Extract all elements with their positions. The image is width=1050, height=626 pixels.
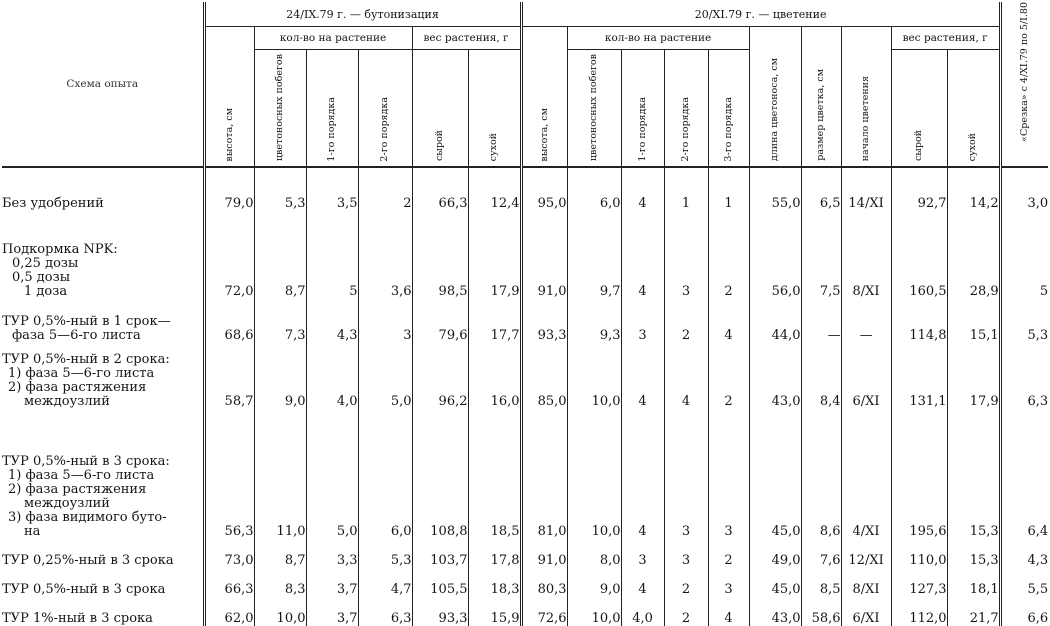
row-label-line: 2) фаза растяжения bbox=[8, 379, 147, 395]
header-peduncle-length: длина цветоноса, см bbox=[749, 27, 801, 167]
table-cell: 8,6 bbox=[801, 409, 841, 539]
table-cell: 7,6 bbox=[801, 539, 841, 568]
table-cell: 15,3 bbox=[947, 539, 1000, 568]
table-cell: 14,2 bbox=[947, 167, 1000, 211]
table-cell: 79,6 bbox=[412, 299, 468, 343]
table-cell: 6,0 bbox=[358, 409, 412, 539]
table-cell: 17,8 bbox=[468, 539, 521, 568]
table-cell: 4 bbox=[621, 409, 664, 539]
table-cell: 28,9 bbox=[947, 211, 1000, 299]
table-cell: 9,0 bbox=[567, 568, 621, 597]
table-cell: 3 bbox=[621, 539, 664, 568]
table-cell: 6/XI bbox=[841, 343, 891, 409]
table-cell: 79,0 bbox=[204, 167, 254, 211]
table-cell: 17,9 bbox=[468, 211, 521, 299]
table-cell: 2 bbox=[708, 539, 749, 568]
table-cell: 98,5 bbox=[412, 211, 468, 299]
table-cell: 4,0 bbox=[306, 343, 358, 409]
table-cell: 5 bbox=[1000, 211, 1048, 299]
table-cell: 16,0 bbox=[468, 343, 521, 409]
table-cell: 15,3 bbox=[947, 409, 1000, 539]
header-weight-1: вес растения, г bbox=[412, 27, 521, 50]
row-label-line: ТУР 0,5%-ный в 3 срока: bbox=[2, 453, 170, 469]
table-cell: 112,0 bbox=[891, 597, 947, 626]
table-cell: 160,5 bbox=[891, 211, 947, 299]
header-cutting: «Срезка» с 4/XI.79 по 5/I.80 bbox=[1000, 2, 1048, 167]
header-flower-shoots-2: цветоносных побегов bbox=[567, 50, 621, 167]
table-cell: 85,0 bbox=[521, 343, 567, 409]
table-cell: 3,7 bbox=[306, 597, 358, 626]
table-cell: 3 bbox=[664, 539, 708, 568]
row-label-line: 0,5 дозы bbox=[12, 269, 71, 285]
header-count-1: кол-во на растение bbox=[254, 27, 412, 50]
table-cell: 103,7 bbox=[412, 539, 468, 568]
table-cell: 3,7 bbox=[306, 568, 358, 597]
header-period-budding: 24/IX.79 г. — бутонизация bbox=[204, 2, 521, 27]
table-cell: 10,0 bbox=[254, 597, 306, 626]
table-header bbox=[2, 2, 1048, 167]
row-label bbox=[2, 539, 204, 568]
table-cell: 43,0 bbox=[749, 597, 801, 626]
table-cell: 92,7 bbox=[891, 167, 947, 211]
table-cell: 8/XI bbox=[841, 568, 891, 597]
table-cell: 9,3 bbox=[567, 299, 621, 343]
table-cell: 8,3 bbox=[254, 568, 306, 597]
table-cell: 5 bbox=[306, 211, 358, 299]
table-row bbox=[2, 299, 1048, 343]
table-row bbox=[2, 409, 1048, 539]
table-cell: 96,2 bbox=[412, 343, 468, 409]
header-height-1: высота, см bbox=[204, 27, 254, 167]
table-cell: 15,9 bbox=[468, 597, 521, 626]
table-row bbox=[2, 597, 1048, 626]
header-order1-1: 1-го порядка bbox=[306, 50, 358, 167]
header-flower-size: размер цветка, см bbox=[801, 27, 841, 167]
table-cell: 15,1 bbox=[947, 299, 1000, 343]
row-label-line: междоузлий bbox=[24, 495, 110, 511]
table-cell: 2 bbox=[708, 211, 749, 299]
table-cell: 73,0 bbox=[204, 539, 254, 568]
table-cell: 72,6 bbox=[521, 597, 567, 626]
row-label bbox=[2, 568, 204, 597]
table-cell: 93,3 bbox=[412, 597, 468, 626]
table-row bbox=[2, 211, 1048, 299]
table-cell: 2 bbox=[358, 167, 412, 211]
table-cell: 6,4 bbox=[1000, 409, 1048, 539]
table-cell: 95,0 bbox=[521, 167, 567, 211]
table-cell: 45,0 bbox=[749, 568, 801, 597]
table-cell: 4/XI bbox=[841, 409, 891, 539]
table-cell: 3,3 bbox=[306, 539, 358, 568]
table-cell: 43,0 bbox=[749, 343, 801, 409]
row-label bbox=[2, 167, 204, 211]
header-height-2: высота, см bbox=[521, 27, 567, 167]
table-cell: 14/XI bbox=[841, 167, 891, 211]
row-label bbox=[2, 597, 204, 626]
table-cell: 2 bbox=[664, 597, 708, 626]
table-cell: 3,6 bbox=[358, 211, 412, 299]
table-cell: 17,9 bbox=[947, 343, 1000, 409]
table-cell: 81,0 bbox=[521, 409, 567, 539]
table-cell: 55,0 bbox=[749, 167, 801, 211]
table-cell: 6/XI bbox=[841, 597, 891, 626]
table-cell: 66,3 bbox=[204, 568, 254, 597]
table-cell: 7,3 bbox=[254, 299, 306, 343]
table-cell: 62,0 bbox=[204, 597, 254, 626]
table-cell: 2 bbox=[708, 343, 749, 409]
table-cell: 4 bbox=[621, 343, 664, 409]
table-cell: 93,3 bbox=[521, 299, 567, 343]
table-cell: 108,8 bbox=[412, 409, 468, 539]
table-cell: 110,0 bbox=[891, 539, 947, 568]
table-body bbox=[2, 167, 1048, 626]
table-cell: 4 bbox=[621, 167, 664, 211]
table-cell: 131,1 bbox=[891, 343, 947, 409]
header-dry-2: сухой bbox=[947, 50, 1000, 167]
table-cell: 18,5 bbox=[468, 409, 521, 539]
table-cell: 105,5 bbox=[412, 568, 468, 597]
table-cell: 10,0 bbox=[567, 597, 621, 626]
table-cell: 7,5 bbox=[801, 211, 841, 299]
table-cell: 6,5 bbox=[801, 167, 841, 211]
row-label-line: 1) фаза 5—6-го листа bbox=[8, 365, 155, 381]
row-label-line: Без удобрений bbox=[2, 195, 104, 211]
table-cell: 6,0 bbox=[567, 167, 621, 211]
table-cell: 56,3 bbox=[204, 409, 254, 539]
table-cell: 3 bbox=[708, 568, 749, 597]
table-cell: 114,8 bbox=[891, 299, 947, 343]
header-flower-shoots-1: цветоносных побегов bbox=[254, 50, 306, 167]
header-bloom-start: начало цветения bbox=[841, 27, 891, 167]
table-row bbox=[2, 167, 1048, 211]
table-cell: 2 bbox=[664, 299, 708, 343]
table-row bbox=[2, 343, 1048, 409]
table-cell: 12,4 bbox=[468, 167, 521, 211]
row-label bbox=[2, 211, 204, 299]
table-cell: 8,5 bbox=[801, 568, 841, 597]
experiment-table bbox=[2, 2, 1048, 626]
table-cell: 1 bbox=[664, 167, 708, 211]
table-cell: 8,4 bbox=[801, 343, 841, 409]
row-label-line: на bbox=[24, 523, 41, 539]
row-label-line: 1 доза bbox=[24, 283, 68, 299]
row-label-line: фаза 5—6-го листа bbox=[12, 327, 141, 343]
table-cell: 91,0 bbox=[521, 539, 567, 568]
table-cell: 18,1 bbox=[947, 568, 1000, 597]
table-cell: 127,3 bbox=[891, 568, 947, 597]
table-cell: 8/XI bbox=[841, 211, 891, 299]
table-cell: 3 bbox=[708, 409, 749, 539]
table-cell: 11,0 bbox=[254, 409, 306, 539]
table-cell: 4,0 bbox=[621, 597, 664, 626]
table-cell: 68,6 bbox=[204, 299, 254, 343]
table-cell: 17,7 bbox=[468, 299, 521, 343]
header-period-flowering: 20/XI.79 г. — цветение bbox=[521, 2, 1000, 27]
table-cell: 4 bbox=[708, 597, 749, 626]
header-weight-2: вес растения, г bbox=[891, 27, 1000, 50]
header-fresh-1: сырой bbox=[412, 50, 468, 167]
table-cell: 10,0 bbox=[567, 409, 621, 539]
table-cell: 44,0 bbox=[749, 299, 801, 343]
table-cell: 12/XI bbox=[841, 539, 891, 568]
row-label-line: 2) фаза растяжения bbox=[8, 481, 147, 497]
table-cell: 21,7 bbox=[947, 597, 1000, 626]
row-label-line: ТУР 1%-ный в 3 срока bbox=[2, 610, 153, 626]
table-cell: 2 bbox=[664, 568, 708, 597]
table-cell: 72,0 bbox=[204, 211, 254, 299]
table-cell: 5,0 bbox=[306, 409, 358, 539]
table-cell: 3 bbox=[664, 211, 708, 299]
table-cell: — bbox=[801, 299, 841, 343]
table-cell: 5,0 bbox=[358, 343, 412, 409]
table-cell: 18,3 bbox=[468, 568, 521, 597]
table-cell: 4 bbox=[708, 299, 749, 343]
table-cell: 10,0 bbox=[567, 343, 621, 409]
header-order2-1: 2-го порядка bbox=[358, 50, 412, 167]
table-cell: 6,3 bbox=[1000, 343, 1048, 409]
table-cell: 6,3 bbox=[358, 597, 412, 626]
table-cell: 5,5 bbox=[1000, 568, 1048, 597]
table-cell: 91,0 bbox=[521, 211, 567, 299]
table-cell: 45,0 bbox=[749, 409, 801, 539]
table-cell: 8,0 bbox=[567, 539, 621, 568]
table-cell: 58,7 bbox=[204, 343, 254, 409]
table-cell: 9,0 bbox=[254, 343, 306, 409]
table-cell: 4,3 bbox=[1000, 539, 1048, 568]
table-cell: 3 bbox=[621, 299, 664, 343]
table-cell: 5,3 bbox=[358, 539, 412, 568]
table-cell: 1 bbox=[708, 167, 749, 211]
header-schema: Схема опыта bbox=[2, 2, 204, 167]
row-label-line: 1) фаза 5—6-го листа bbox=[8, 467, 155, 483]
table-cell: 5,3 bbox=[254, 167, 306, 211]
header-dry-1: сухой bbox=[468, 50, 521, 167]
row-label-line: ТУР 0,5%-ный в 3 срока bbox=[2, 581, 166, 597]
table-cell: 195,6 bbox=[891, 409, 947, 539]
table-cell: 3 bbox=[358, 299, 412, 343]
row-label-line: Подкормка NPK: bbox=[2, 241, 118, 257]
table-cell: 3 bbox=[664, 409, 708, 539]
row-label-line: ТУР 0,25%-ный в 3 срока bbox=[2, 552, 174, 568]
table-cell: 9,7 bbox=[567, 211, 621, 299]
row-label bbox=[2, 343, 204, 409]
row-label-line: ТУР 0,5%-ный в 2 срока: bbox=[2, 351, 170, 367]
table-row bbox=[2, 539, 1048, 568]
table-cell: 4,7 bbox=[358, 568, 412, 597]
table-cell: 4 bbox=[621, 568, 664, 597]
table-cell: 3,5 bbox=[306, 167, 358, 211]
row-label bbox=[2, 299, 204, 343]
table-cell: 4 bbox=[621, 211, 664, 299]
table-cell: 56,0 bbox=[749, 211, 801, 299]
row-label-line: междоузлий bbox=[24, 393, 110, 409]
table-cell: 4 bbox=[664, 343, 708, 409]
table-cell: 5,3 bbox=[1000, 299, 1048, 343]
header-fresh-2: сырой bbox=[891, 50, 947, 167]
table-cell: 49,0 bbox=[749, 539, 801, 568]
row-label-line: 0,25 дозы bbox=[12, 255, 79, 271]
table-cell: 80,3 bbox=[521, 568, 567, 597]
table-cell: 3,0 bbox=[1000, 167, 1048, 211]
row-label bbox=[2, 409, 204, 539]
row-label-line: ТУР 0,5%-ный в 1 срок— bbox=[2, 313, 171, 329]
table-cell: 8,7 bbox=[254, 211, 306, 299]
header-order2-2: 2-го порядка bbox=[664, 50, 708, 167]
row-label-line: 3) фаза видимого буто- bbox=[8, 509, 167, 525]
table-cell: 6,6 bbox=[1000, 597, 1048, 626]
table-cell: — bbox=[841, 299, 891, 343]
header-count-2: кол-во на растение bbox=[567, 27, 749, 50]
table-cell: 66,3 bbox=[412, 167, 468, 211]
table-row bbox=[2, 568, 1048, 597]
table-cell: 4,3 bbox=[306, 299, 358, 343]
header-order3-2: 3-го порядка bbox=[708, 50, 749, 167]
table-cell: 8,7 bbox=[254, 539, 306, 568]
header-order1-2: 1-го порядка bbox=[621, 50, 664, 167]
table-cell: 58,6 bbox=[801, 597, 841, 626]
